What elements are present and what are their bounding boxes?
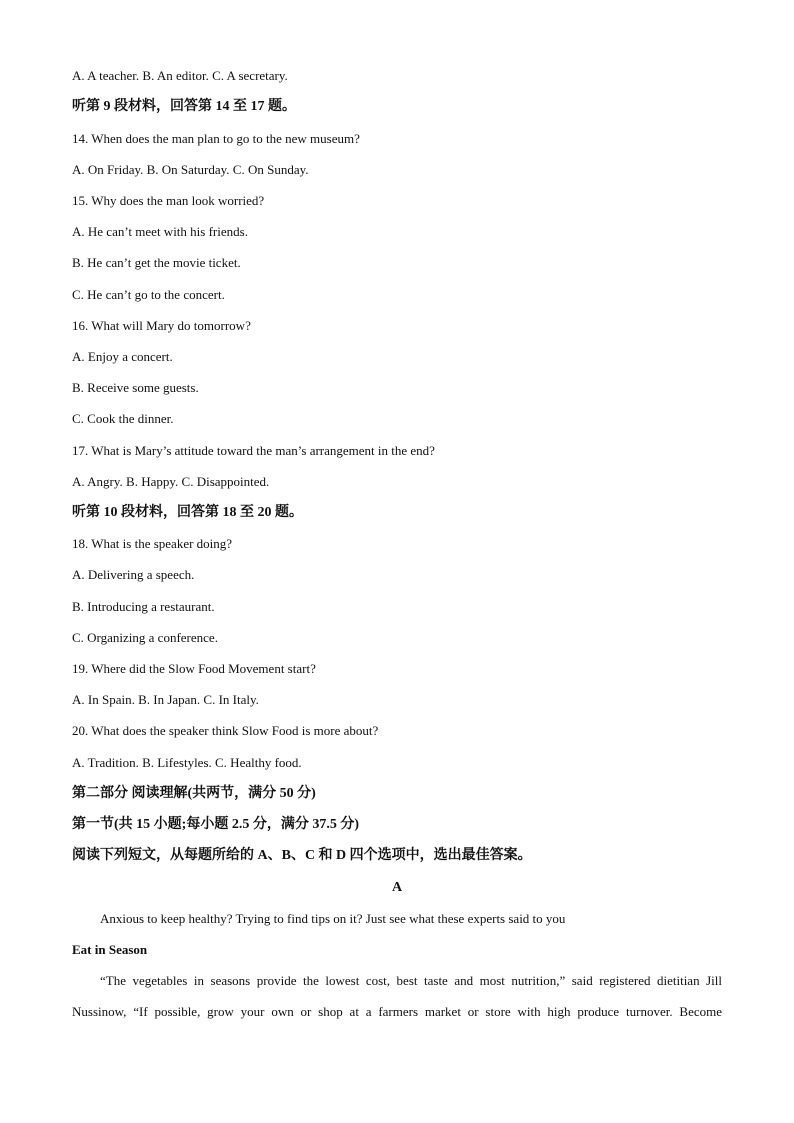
answer-option-16a: A. Enjoy a concert. [72,349,173,364]
passage-intro: Anxious to keep healthy? Trying to find tips on it? Just see what these experts said to you [100,911,566,926]
question-16: 16. What will Mary do tomorrow? [72,318,251,333]
answer-options-19: A. In Spain. B. In Japan. C. In Italy. [72,692,259,707]
question-18: 18. What is the speaker doing? [72,536,233,551]
question-14: 14. When does the man plan to go to the new museum? [72,131,360,146]
answer-option-15c: C. He can’t go to the concert. [72,287,225,302]
answer-option-16c: C. Cook the dinner. [72,411,174,426]
answer-option-15a: A. He can’t meet with his friends. [72,224,248,239]
section-one-heading: 第一节(共 15 小题;每小题 2.5 分，满分 37.5 分) [72,817,359,832]
question-19: 19. Where did the Slow Food Movement start? [72,661,316,676]
answer-options-20: A. Tradition. B. Lifestyles. C. Healthy food. [72,755,302,770]
answer-option-16b: B. Receive some guests. [72,380,199,395]
subheading-eat-in-season: Eat in Season [72,942,148,957]
answer-option-18a: A. Delivering a speech. [72,567,195,582]
section-heading-10: 听第 10 段材料，回答第 18 至 20 题。 [72,505,303,520]
question-17: 17. What is Mary’s attitude toward the man’s arrangement in the end? [72,443,435,458]
part-two-heading: 第二部分 阅读理解(共两节，满分 50 分) [72,786,316,801]
passage-title: A [391,880,403,895]
answer-options-14: A. On Friday. B. On Saturday. C. On Sunday. [72,162,309,177]
answer-options-17: A. Angry. B. Happy. C. Disappointed. [72,474,270,489]
question-20: 20. What does the speaker think Slow Food is more about? [72,723,379,738]
answer-option-18b: B. Introducing a restaurant. [72,599,215,614]
reading-instructions: 阅读下列短文，从每题所给的 A、B、C 和 D 四个选项中，选出最佳答案。 [72,848,532,863]
paragraph-line-1: “The vegetables in seasons provide the lowest cost, best taste and most nutrition,” said registered dietitian Jill [100,973,722,988]
question-15: 15. Why does the man look worried? [72,193,265,208]
answer-option-15b: B. He can’t get the movie ticket. [72,255,241,270]
paragraph-line-2: Nussinow, “If possible, grow your own or shop at a farmers market or store with high produce turnover. Become [72,1004,722,1019]
section-heading-9: 听第 9 段材料，回答第 14 至 17 题。 [72,99,296,114]
answer-option-18c: C. Organizing a conference. [72,630,218,645]
answer-options-13: A. A teacher. B. An editor. C. A secretary. [72,68,288,83]
